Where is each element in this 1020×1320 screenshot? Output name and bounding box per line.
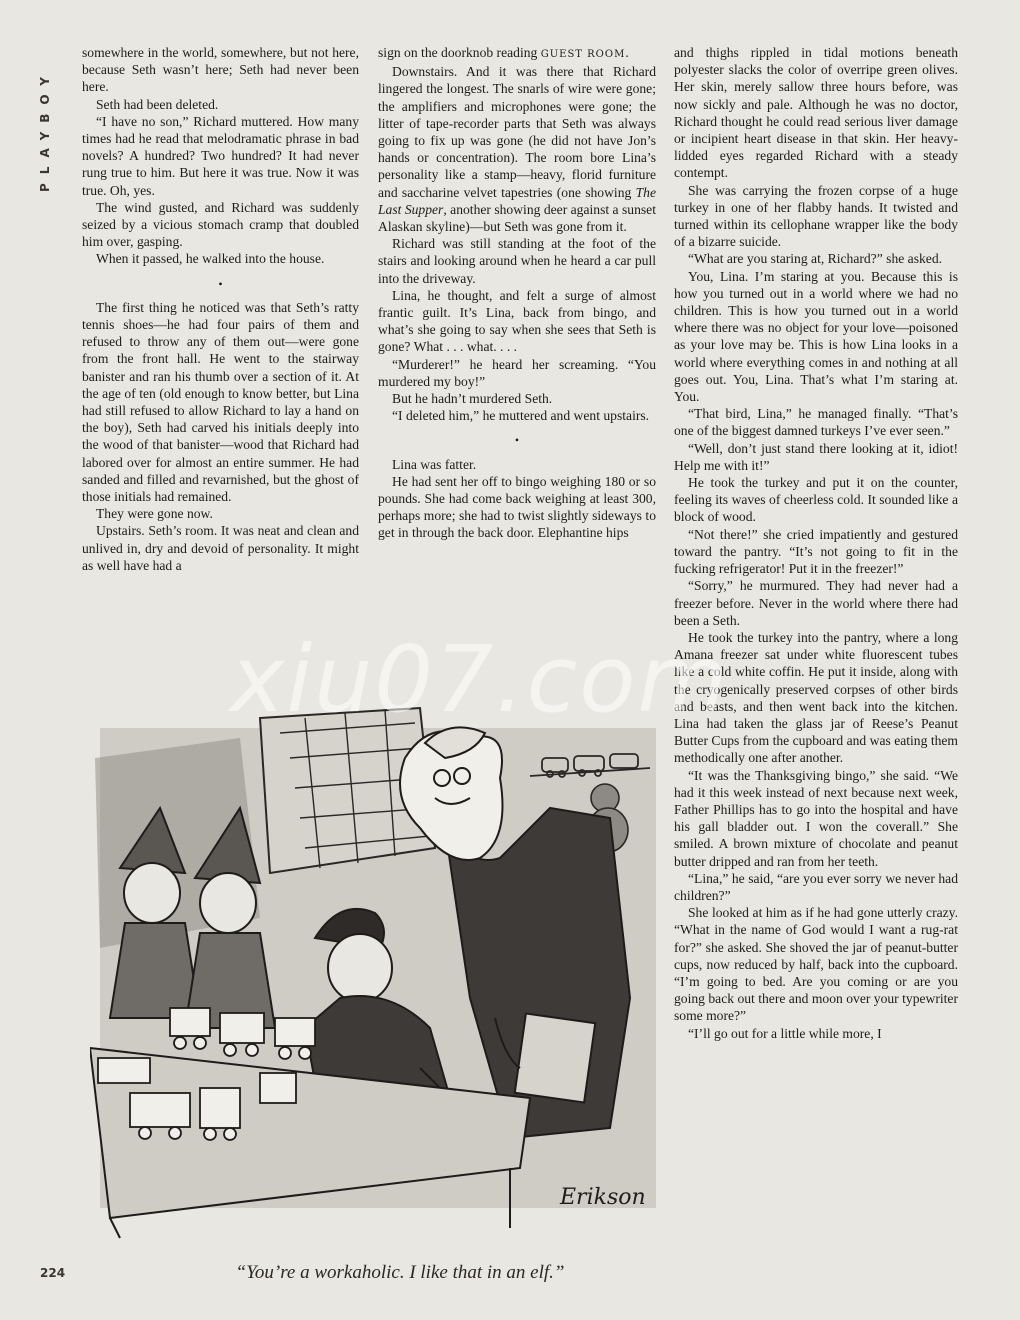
paragraph: “Not there!” she cried impatiently and gestured toward the pantry. “It’s not going to fit in the fucking refrigerator! Put it in the freezer!” — [674, 526, 958, 577]
text-run: , another showing deer against a sunset Alaskan skyline)—but Seth was gone from it. — [378, 201, 656, 235]
section-separator: • — [514, 433, 520, 448]
magazine-masthead: PLAYBOY — [38, 68, 52, 192]
paragraph — [378, 63, 656, 235]
paragraph: You, Lina. I’m staring at you. Because this is how you turned out in a world where we had no children. This is how you turned out in a world where there was no object for your love—poisoned as your love may be. This is how Lina looks in a world where everything comes in and nothing at all goes out. You, Lina. That’s what I’m staring at. You. — [674, 268, 958, 405]
paragraph: The first thing he noticed was that Seth’s ratty tennis shoes—he had four pairs of them and refused to throw any of them out—were gone from the front hall. He went to the stairway banister and ran his thumb over a section of it. At the age of ten (old enough to know better, but Lina had still refused to allow Richard to lay a hand on the boy), Seth had carved his initials deeply into the wood of that banister—wood that Richard had labored over for almost an entire summer. He had sanded and filled and revarnished, but the ghost of those initials had remained. — [82, 299, 359, 505]
paragraph: Seth had been deleted. — [96, 96, 219, 112]
italic-title: The Last Supper — [378, 184, 656, 217]
paragraph: She was carrying the frozen corpse of a huge turkey in one of her flabby hands. It twisted and turned within its cellophane wrapper like the body of a bizarre suicide. — [674, 182, 958, 250]
small-caps-sign: GUEST ROOM — [540, 49, 626, 60]
paragraph: He took the turkey into the pantry, where a long Amana freezer sat under white fluorescent tubes like a cold white coffin. He put it inside, along with the cryogenically preserved corpses of other birds and beasts, and then went back into the kitchen. Lina had taken the glass jar of Reese’s Peanut Butter Cups from the cupboard and was eating them methodically one after another. — [674, 629, 958, 766]
paragraph: “That bird, Lina,” he managed finally. “That’s one of the biggest damned turkeys I’ve ever seen.” — [674, 406, 958, 439]
paragraph: The wind gusted, and Richard was suddenly seized by a vicious stomach cramp that doubled him over, gasping. — [82, 199, 359, 250]
paragraph: Upstairs. Seth’s room. It was neat and clean and unlived in, dry and devoid of personality. It might as well have had a — [82, 523, 359, 573]
artist-signature: Erikson — [560, 1185, 646, 1210]
paragraph: “I deleted him,” he muttered and went upstairs. — [392, 408, 650, 424]
paragraph: When it passed, he walked into the house. — [96, 251, 325, 267]
paragraph: They were gone now. — [96, 506, 213, 522]
text-run: . — [625, 45, 629, 60]
paragraph: somewhere in the world, somewhere, but not here, because Seth wasn’t here; Seth had never been here. — [82, 45, 359, 95]
watermark: xiu07.com — [230, 626, 730, 733]
cartoon-caption: “You’re a workaholic. I like that in an elf.” — [235, 1262, 565, 1283]
paragraph: “Sorry,” he murmured. They had never had a freezer before. Never in the world where there had been a Seth. — [674, 578, 958, 628]
paragraph: She looked at him as if he had gone utterly crazy. “What in the name of God would I want a rug-rat for?” she asked. She shoved the jar of peanut-butter cups, now reduced by half, back into the cupboard. “I’m going to bed. Are you coming or are you going back out there and moon over your typewriter some more?” — [674, 905, 958, 1024]
page-number: 224 — [40, 1266, 66, 1280]
text-column-1 — [82, 44, 359, 654]
paragraph: and thighs rippled in tidal motions beneath polyester slacks the color of overripe green olives. Her skin, merely sallow three hours before, was now sickly and pale. Although he was no doctor, Richard thought he could read serious liver damage or incipient heart disease in that skin. Her heavy-lidded eyes regarded Richard with a steady contempt. — [674, 45, 958, 181]
paragraph: “I’ll go out for a little while more, I — [688, 1025, 882, 1041]
cartoon-illustration — [90, 698, 656, 1240]
paragraph: “Lina,” he said, “are you ever sorry we never had children?” — [674, 870, 958, 903]
paragraph: Richard was still standing at the foot of the stairs and looking around when he heard a car pull into the driveway. — [378, 236, 656, 286]
paragraph: “Well, don’t just stand there looking at it, idiot! Help me with it!” — [674, 440, 958, 473]
paragraph: He had sent her off to bingo weighing 180 or so pounds. She had come back weighing at least 300, perhaps more; she had to twist slightly sideways to get in through the back door. Elephantine hips — [378, 473, 656, 541]
text-column-3 — [674, 44, 958, 1290]
paragraph: Lina, he thought, and felt a surge of almost frantic guilt. It’s Lina, back from bingo, and what’s she going to say when she sees that Seth is gone? What . . . what. . . . — [378, 287, 656, 355]
paragraph: “Murderer!” he heard her screaming. “You murdered my boy!” — [378, 356, 656, 389]
paragraph: “What are you staring at, Richard?” she asked. — [688, 251, 943, 267]
text-run: Downstairs. And it was there that Richard lingered the longest. The snarls of wire were gone; the amplifiers and microphones were gone; the litter of tape-recorder parts that Seth was always going to fix up was gone (he did not have Jon’s hands or concentration). The room bore Lina’s personality like a stamp—heavy, florid furniture and saccharine velvet tapestries (one showing — [378, 64, 656, 200]
section-separator: • — [218, 276, 223, 291]
paragraph — [378, 44, 656, 63]
text-column-2 — [378, 44, 656, 654]
paragraph: But he hadn’t murdered Seth. — [392, 391, 553, 407]
paragraph: He took the turkey and put it on the counter, feeling its waves of cheerless cold. It sounded like a block of wood. — [674, 475, 958, 525]
paragraph: “It was the Thanksgiving bingo,” she said. “We had it this week instead of next because next week, Father Phillips has to go into the hospital and have his gall bladder out. I won the coverall.” She smiled. A brown mixture of chocolate and peanut butter dripped and ran from her teeth. — [674, 767, 958, 869]
paragraph: Lina was fatter. — [392, 456, 477, 472]
text-run: sign on the doorknob reading — [378, 45, 541, 60]
paragraph: “I have no son,” Richard muttered. How many times had he read that melodramatic phrase in bad novels? A hundred? Two hundred? It had never rung true to him. But here it was true. Now it was true. Oh, yes. — [82, 113, 359, 198]
